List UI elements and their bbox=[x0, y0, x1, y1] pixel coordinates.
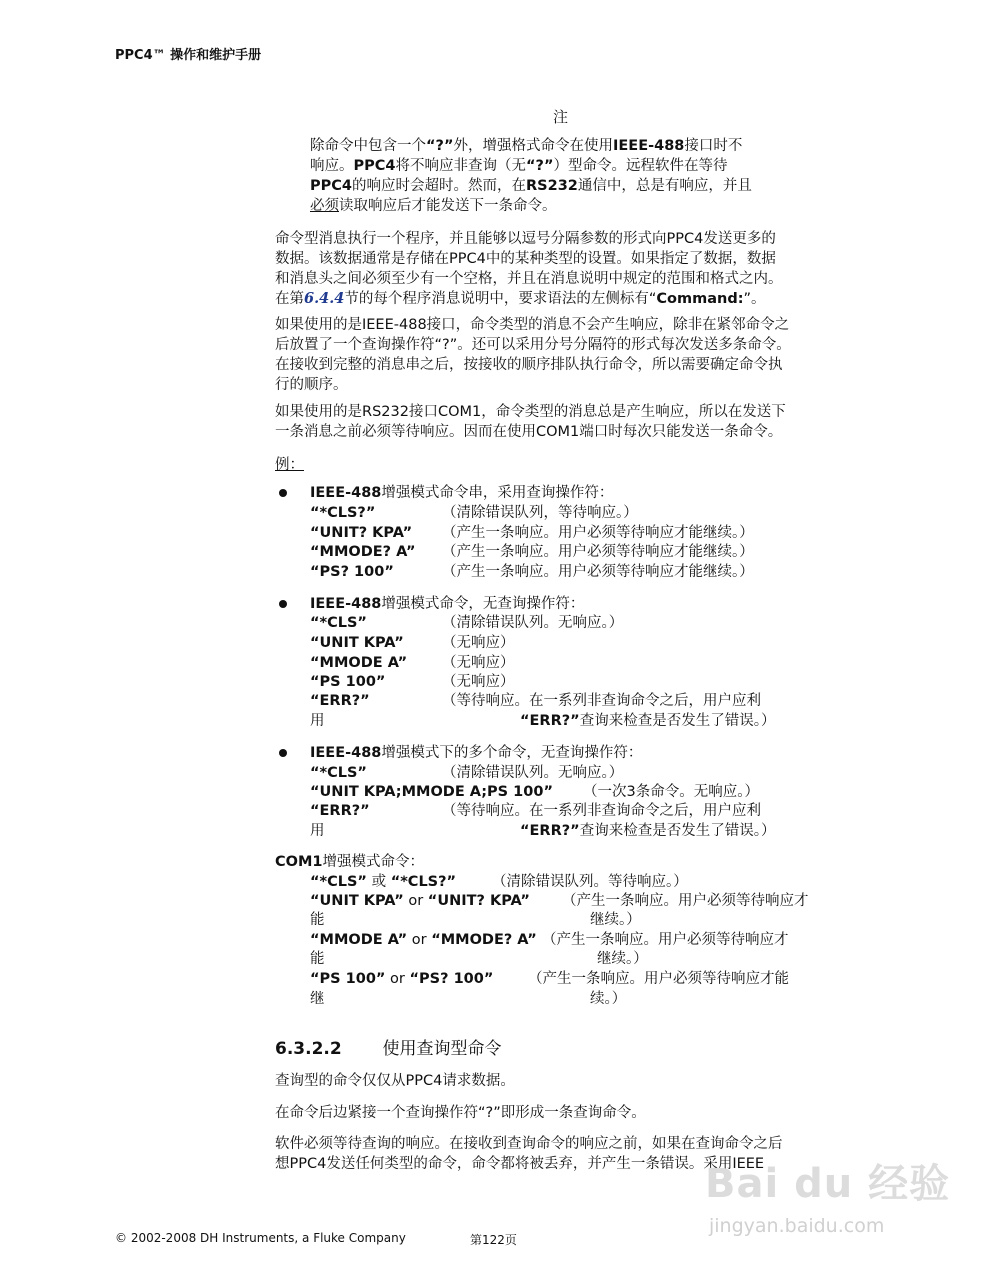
bullet-1-cmd-4: “PS? 100” bbox=[310, 564, 394, 580]
bullet-2-cmd-4: “PS 100” bbox=[310, 674, 386, 690]
com1-row-2-cmd: “UNIT KPA” or “UNIT? KPA” bbox=[310, 893, 530, 909]
bullet-2-cont-a: 用 bbox=[310, 713, 325, 729]
com1-title: COM1增强模式命令： bbox=[275, 854, 424, 870]
bullet-3-cmd-3: “ERR?” bbox=[310, 803, 370, 819]
bullet-2-cmd-5: “ERR?” bbox=[310, 693, 370, 709]
note-line-3: PPC4的响应时会超时。然而，在RS232通信中，总是有响应，并且 bbox=[310, 178, 752, 194]
com1-row-3-wrap-b: 继续。） bbox=[597, 951, 648, 967]
com1-row-4-wrap-a: 继 bbox=[310, 991, 325, 1007]
bullet-2-cmd-3: “MMODE A” bbox=[310, 655, 408, 671]
bullet-2-desc-4: （无响应） bbox=[442, 674, 515, 690]
footer-copyright: © 2002-2008 DH Instruments, a Fluke Company bbox=[115, 1231, 406, 1245]
section-paragraph-2: 在命令后边紧接一个查询操作符“?”即形成一条查询命令。 bbox=[275, 1105, 646, 1121]
bullet-1-desc-2: （产生一条响应。用户必须等待响应才能继续。） bbox=[442, 525, 754, 541]
bullet-1-desc-1: （清除错误队列，等待响应。） bbox=[442, 505, 638, 521]
bullet-2-desc-3: （无响应） bbox=[442, 655, 515, 671]
bullet-2-title: IEEE-488增强模式命令，无查询操作符： bbox=[310, 596, 585, 612]
baidu-jingyan-watermark bbox=[705, 1152, 965, 1242]
section-paragraph-3: 软件必须等待查询的响应。在接收到查询命令的响应之前，如果在查询命令之后 想PPC4发送任何类型的命令，命令都将被丢弃，并产生一条错误。采用IEEE bbox=[275, 1136, 783, 1172]
bullet-1-cmd-3: “MMODE? A” bbox=[310, 544, 416, 560]
bullet-2-desc-5: （等待响应。在一系列非查询命令之后，用户应利 bbox=[442, 693, 761, 709]
section-heading bbox=[275, 1034, 502, 1059]
bullet-3-cont-a: 用 bbox=[310, 823, 325, 839]
bullet-2-cmd-2: “UNIT KPA” bbox=[310, 635, 404, 651]
bullet-3-title: IEEE-488增强模式下的多个命令，无查询操作符： bbox=[310, 745, 643, 761]
bullet-1-desc-3: （产生一条响应。用户必须等待响应才能继续。） bbox=[442, 544, 754, 560]
bullet-3-desc-1: （清除错误队列。无响应。） bbox=[442, 765, 624, 781]
com1-row-2-wrap-b: 继续。） bbox=[590, 912, 641, 928]
bullet-3-cmd-1: “*CLS” bbox=[310, 765, 367, 781]
bullet-1-dot bbox=[279, 489, 287, 497]
com1-row-2-wrap-a: 能 bbox=[310, 912, 325, 928]
paragraph-command-messages: 命令型消息执行一个程序，并且能够以逗号分隔参数的形式向PPC4发送更多的 数据。该数据通常是存储在PPC4中的某种类型的设置。如果指定了数据，数据 和消息头之间必须至少有一个空格，并且在消息说明中规定的范围和格式之内。 在第6.4.4节的每个程序消息说明中，要求语法的左侧标有“Command:”。 bbox=[275, 231, 783, 307]
bullet-2-cont-b: “ERR?”查询来检查是否发生了错误。） bbox=[520, 713, 776, 729]
com1-row-3-wrap-a: 能 bbox=[310, 951, 325, 967]
com1-row-4-desc: （产生一条响应。用户必须等待响应才能 bbox=[528, 971, 789, 987]
note-block bbox=[310, 136, 752, 216]
baidu-logo-text: Bai du 经验 bbox=[705, 1161, 951, 1207]
com1-row-3-desc: （产生一条响应。用户必须等待响应才 bbox=[542, 932, 789, 948]
note-line-1: 除命令中包含一个“?”外，增强格式命令在使用IEEE-488接口时不 bbox=[310, 138, 743, 154]
bullet-3-cont-b: “ERR?”查询来检查是否发生了错误。） bbox=[520, 823, 776, 839]
section-number: 6.3.2.2 bbox=[275, 1039, 342, 1059]
com1-row-4-wrap-b: 续。） bbox=[590, 991, 627, 1007]
note-line-4: 必须读取响应后才能发送下一条命令。 bbox=[310, 198, 557, 214]
bullet-3-desc-2: （一次3条命令。无响应。） bbox=[583, 784, 759, 800]
com1-row-2-desc: （产生一条响应。用户必须等待响应才 bbox=[562, 893, 809, 909]
bullet-1-title: IEEE-488增强模式命令串，采用查询操作符： bbox=[310, 485, 614, 501]
example-label: 例： bbox=[275, 457, 304, 473]
section-reference-link[interactable]: 6.4.4 bbox=[304, 290, 345, 307]
watermark-url: jingyan.baidu.com bbox=[709, 1215, 885, 1237]
bullet-1-cmd-2: “UNIT? KPA” bbox=[310, 525, 413, 541]
section-paragraph-1: 查询型的命令仅仅从PPC4请求数据。 bbox=[275, 1073, 515, 1089]
bullet-3-desc-3: （等待响应。在一系列非查询命令之后，用户应利 bbox=[442, 803, 761, 819]
bullet-2-dot bbox=[279, 600, 287, 608]
bullet-2-desc-2: （无响应） bbox=[442, 635, 515, 651]
page-header: PPC4™ 操作和维护手册 bbox=[115, 48, 262, 63]
note-line-2: 响应。PPC4将不响应非查询（无“?”）型命令。远程软件在等待 bbox=[310, 158, 728, 174]
com1-row-1-cmd: “*CLS” 或 “*CLS?” bbox=[310, 874, 457, 890]
com1-row-1-desc: （清除错误队列。等待响应。） bbox=[492, 874, 688, 890]
paragraph-rs232: 如果使用的是RS232接口COM1，命令类型的消息总是产生响应，所以在发送下 一条消息之前必须等待响应。因而在使用COM1端口时每次只能发送一条命令。 bbox=[275, 404, 786, 440]
bullet-1-cmd-1: “*CLS?” bbox=[310, 505, 376, 521]
paragraph-ieee488: 如果使用的是IEEE-488接口，命令类型的消息不会产生响应，除非在紧邻命令之 后放置了一个查询操作符“?”。还可以采用分号分隔符的形式每次发送多条命令。 在接收到完整的消息串之后，按接收的顺序排队执行命令，所以需要确定命令执 行的顺序。 bbox=[275, 317, 791, 393]
bullet-1-desc-4: （产生一条响应。用户必须等待响应才能继续。） bbox=[442, 564, 754, 580]
section-title: 使用查询型命令 bbox=[382, 1039, 502, 1059]
footer-page-number: 第122页 bbox=[470, 1233, 517, 1247]
bullet-2-cmd-1: “*CLS” bbox=[310, 615, 367, 631]
bullet-2-desc-1: （清除错误队列。无响应。） bbox=[442, 615, 624, 631]
bullet-3-cmd-2: “UNIT KPA;MMODE A;PS 100” bbox=[310, 784, 553, 800]
note-title: 注 bbox=[553, 108, 569, 126]
com1-row-4-cmd: “PS 100” or “PS? 100” bbox=[310, 971, 494, 987]
com1-row-3-cmd: “MMODE A” or “MMODE? A” bbox=[310, 932, 537, 948]
bullet-3-dot bbox=[279, 749, 287, 757]
